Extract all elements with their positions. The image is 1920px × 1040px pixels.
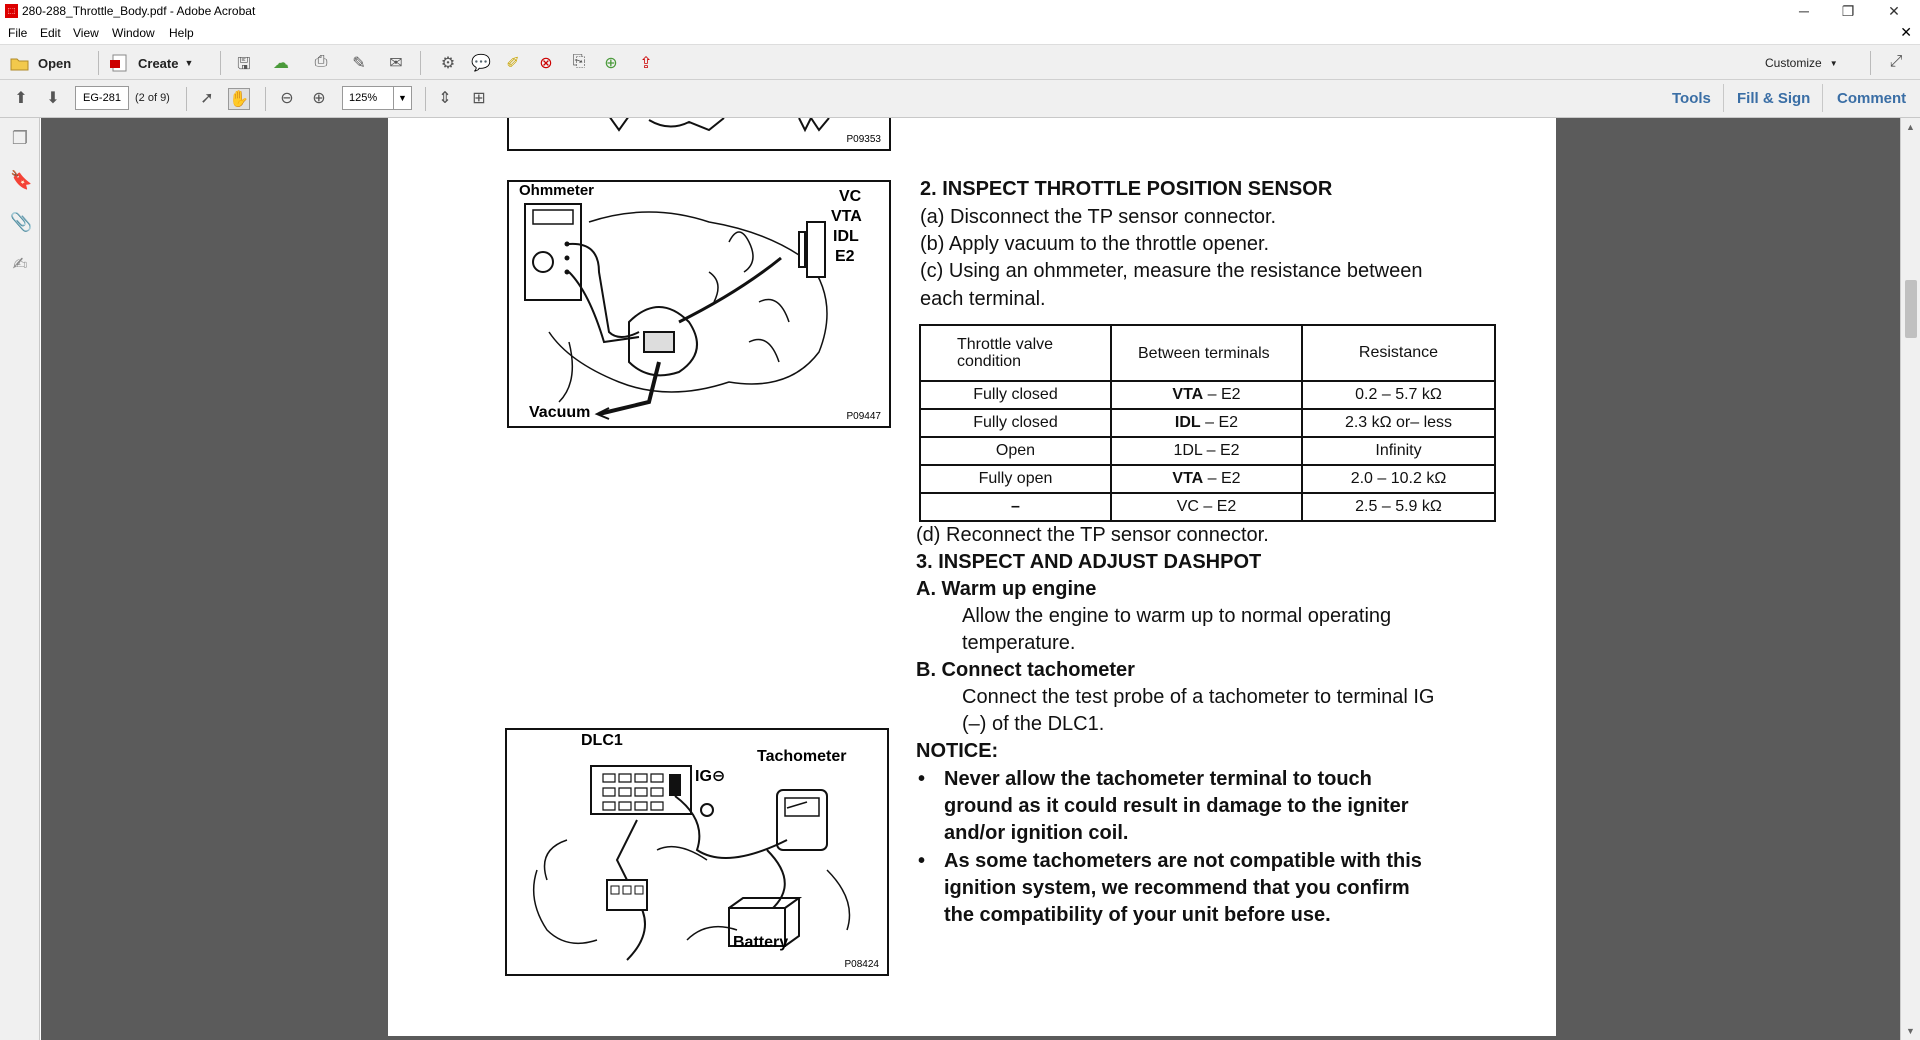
page-thumbnails-icon[interactable]: ❐ <box>11 128 29 148</box>
settings-gear-icon[interactable]: ⚙ <box>440 55 456 72</box>
fill-sign-pane-button[interactable]: Fill & Sign <box>1737 90 1811 107</box>
extract-page-icon[interactable]: ⎘ <box>572 53 586 70</box>
toolbar-separator <box>265 87 266 111</box>
title-bar <box>0 0 1920 22</box>
toolbar-separator <box>420 51 421 75</box>
table-header: Throttle valve condition <box>920 325 1111 381</box>
create-button[interactable] <box>110 49 193 77</box>
close-document-icon[interactable]: ✕ <box>1900 24 1912 40</box>
minimize-button[interactable]: ─ <box>1799 3 1809 19</box>
table-cell: 0.2 – 5.7 kΩ <box>1302 381 1495 409</box>
notice-bullet-1-line1: Never allow the tachometer terminal to touch <box>944 768 1372 790</box>
subsection-b-heading: B. Connect tachometer <box>916 659 1135 681</box>
highlight-icon[interactable]: ✐ <box>506 55 520 72</box>
page-number-input[interactable]: EG-281 <box>75 86 129 110</box>
ig-terminal-label: IG⊖ <box>695 768 726 785</box>
table-cell: Open <box>920 437 1111 465</box>
tachometer-figure <box>505 728 889 976</box>
dlc1-label: DLC1 <box>581 732 623 749</box>
table-cell: – <box>920 493 1111 521</box>
customize-label: Customize <box>1765 56 1822 70</box>
toolbar-separator <box>220 51 221 75</box>
chevron-down-icon: ▼ <box>1829 58 1838 68</box>
customize-button[interactable] <box>1765 49 1838 77</box>
pdf-page <box>388 118 1556 1036</box>
document-viewer[interactable] <box>41 118 1900 1040</box>
notice-bullet-1-line3: and/or ignition coil. <box>944 822 1129 844</box>
subsection-b-text-line1: Connect the test probe of a tachometer to terminal IG <box>962 686 1435 708</box>
table-cell-terminal-suffix: – E2 <box>1203 470 1241 487</box>
table-cell-terminal: VTA <box>1172 470 1204 487</box>
engine-diagram-fragment <box>509 118 889 136</box>
section-2-heading: 2. INSPECT THROTTLE POSITION SENSOR <box>920 178 1333 200</box>
zoom-value: 125% <box>349 92 378 104</box>
figure-code: P09353 <box>846 134 881 145</box>
zoom-select[interactable] <box>342 86 412 110</box>
ohmmeter-figure <box>507 180 891 428</box>
menu-file[interactable]: File <box>8 26 28 40</box>
navigation-pane <box>0 118 40 1040</box>
menu-help[interactable]: Help <box>169 26 194 40</box>
select-cursor-icon[interactable]: ➚ <box>200 90 214 107</box>
comment-pane-button[interactable]: Comment <box>1837 90 1907 107</box>
signatures-icon[interactable]: ✍ <box>12 254 28 274</box>
menu-bar <box>0 22 1920 44</box>
zoom-in-icon[interactable]: ⊕ <box>312 90 326 107</box>
toolbar-separator <box>1723 84 1724 112</box>
save-icon[interactable]: 🖫 <box>237 56 251 73</box>
section-3-heading: 3. INSPECT AND ADJUST DASHPOT <box>916 551 1262 573</box>
chevron-down-icon: ▼ <box>184 58 194 68</box>
bullet-dot: • <box>918 850 926 872</box>
subsection-a-text-line2: temperature. <box>962 632 1076 654</box>
step-d: (d) Reconnect the TP sensor connector. <box>916 524 1269 546</box>
window-title: 280-288_Throttle_Body.pdf - Adobe Acrobat <box>22 4 256 18</box>
step-b: (b) Apply vacuum to the throttle opener. <box>920 233 1270 255</box>
edit-icon[interactable]: ✎ <box>352 55 366 72</box>
idl-label: IDL <box>833 228 859 245</box>
previous-page-icon[interactable]: ⬆ <box>14 90 28 107</box>
subsection-b-text-line2: (–) of the DLC1. <box>962 713 1105 735</box>
battery-label: Battery <box>733 934 789 951</box>
next-page-icon[interactable]: ⬇ <box>46 90 60 107</box>
step-c-line2: each terminal. <box>920 288 1046 310</box>
folder-icon <box>10 55 30 71</box>
table-cell-terminal-suffix: – E2 <box>1200 414 1239 431</box>
menu-window[interactable]: Window <box>112 26 155 40</box>
subsection-a-text-line1: Allow the engine to warm up to normal operating <box>962 605 1392 627</box>
notice-heading: NOTICE: <box>916 740 999 762</box>
bookmarks-icon[interactable]: 🔖 <box>10 170 33 190</box>
pdf-icon: ⬚ <box>5 4 18 18</box>
table-header: Between terminals <box>1111 325 1302 381</box>
scroll-up-icon[interactable]: ▲ <box>1906 122 1915 132</box>
create-pdf-icon <box>110 54 130 72</box>
toolbar-separator <box>186 87 187 111</box>
e2-label: E2 <box>835 248 855 265</box>
toolbar-separator <box>1822 84 1823 112</box>
vta-label: VTA <box>831 208 862 225</box>
table-cell: 2.3 kΩ or– less <box>1302 409 1495 437</box>
close-button[interactable]: ✕ <box>1888 3 1900 19</box>
table-header-row <box>920 325 1495 381</box>
resistance-table <box>919 324 1496 522</box>
scroll-down-icon[interactable]: ▼ <box>1906 1026 1915 1036</box>
insert-page-icon[interactable]: ⊕ <box>604 55 618 72</box>
ohmmeter-label: Ohmmeter <box>519 182 595 199</box>
table-row <box>920 381 1495 409</box>
table-header: Resistance <box>1302 325 1495 381</box>
table-row <box>920 493 1495 521</box>
vc-label: VC <box>839 188 862 205</box>
notice-bullet-2-line2: ignition system, we recommend that you confirm <box>944 877 1410 899</box>
attachments-icon[interactable]: 📎 <box>10 212 33 232</box>
print-icon[interactable]: ⎙ <box>314 53 328 70</box>
hand-tool-icon[interactable]: ✋ <box>228 88 250 110</box>
step-c-line1: (c) Using an ohmmeter, measure the resistance between <box>920 260 1423 282</box>
fit-width-icon[interactable]: ⊞ <box>472 90 486 107</box>
table-row <box>920 437 1495 465</box>
figure-code: P08424 <box>844 959 879 970</box>
create-label: Create <box>138 55 179 71</box>
table-cell <box>1111 493 1302 521</box>
table-cell: Fully closed <box>920 381 1111 409</box>
table-cell-terminal: VC – E2 <box>1176 498 1237 515</box>
figure-code: P09447 <box>846 411 881 422</box>
table-cell-terminal: 1DL – E2 <box>1173 442 1240 459</box>
bullet-dot: • <box>918 768 926 790</box>
notice-bullet-1-line2: ground as it could result in damage to the igniter <box>944 795 1409 817</box>
scroll-thumb[interactable] <box>1905 280 1917 338</box>
subsection-a-heading: A. Warm up engine <box>916 578 1097 600</box>
menu-view[interactable]: View <box>73 26 99 40</box>
tachometer-label: Tachometer <box>757 748 847 765</box>
comment-bubble-icon[interactable]: 💬 <box>471 55 491 72</box>
table-row <box>920 409 1495 437</box>
toolbar-separator <box>1870 51 1871 75</box>
table-cell: 2.5 – 5.9 kΩ <box>1302 493 1495 521</box>
toolbar-separator <box>425 87 426 111</box>
table-cell: Fully open <box>920 465 1111 493</box>
notice-bullet-2-line1: As some tachometers are not compatible with this <box>944 850 1422 872</box>
page-count: (2 of 9) <box>135 92 170 104</box>
upload-cloud-icon[interactable]: ☁ <box>273 55 289 72</box>
vacuum-label: Vacuum <box>529 404 591 421</box>
delete-page-icon[interactable]: ⊗ <box>539 55 553 72</box>
figure-top-partial <box>507 118 891 151</box>
table-cell <box>1111 437 1302 465</box>
table-cell: 2.0 – 10.2 kΩ <box>1302 465 1495 493</box>
export-icon[interactable]: ⇪ <box>639 55 653 72</box>
menu-edit[interactable]: Edit <box>40 26 61 40</box>
table-cell <box>1111 409 1302 437</box>
table-cell <box>1111 465 1302 493</box>
vertical-scrollbar[interactable] <box>1900 118 1920 1040</box>
step-a: (a) Disconnect the TP sensor connector. <box>920 206 1277 228</box>
toolbar-separator <box>98 51 99 75</box>
tools-pane-button[interactable]: Tools <box>1672 90 1711 107</box>
table-cell-terminal: VTA <box>1172 386 1204 403</box>
fit-page-icon[interactable]: ⇕ <box>438 90 452 107</box>
email-icon[interactable]: ✉ <box>389 55 403 72</box>
zoom-out-icon[interactable]: ⊖ <box>280 90 294 107</box>
notice-bullet-2-line3: the compatibility of your unit before use. <box>944 904 1331 926</box>
restore-button[interactable]: ❐ <box>1841 3 1855 19</box>
table-cell: Fully closed <box>920 409 1111 437</box>
table-cell <box>1111 381 1302 409</box>
open-button[interactable] <box>10 49 71 77</box>
expand-icon[interactable]: ⤢ <box>1889 53 1903 70</box>
table-cell: Infinity <box>1302 437 1495 465</box>
open-label: Open <box>38 55 72 71</box>
chevron-down-icon[interactable]: ▼ <box>393 87 411 109</box>
table-cell-terminal-suffix: – E2 <box>1203 386 1241 403</box>
table-row <box>920 465 1495 493</box>
table-cell-terminal: IDL <box>1174 414 1201 431</box>
main-toolbar <box>0 44 1920 80</box>
